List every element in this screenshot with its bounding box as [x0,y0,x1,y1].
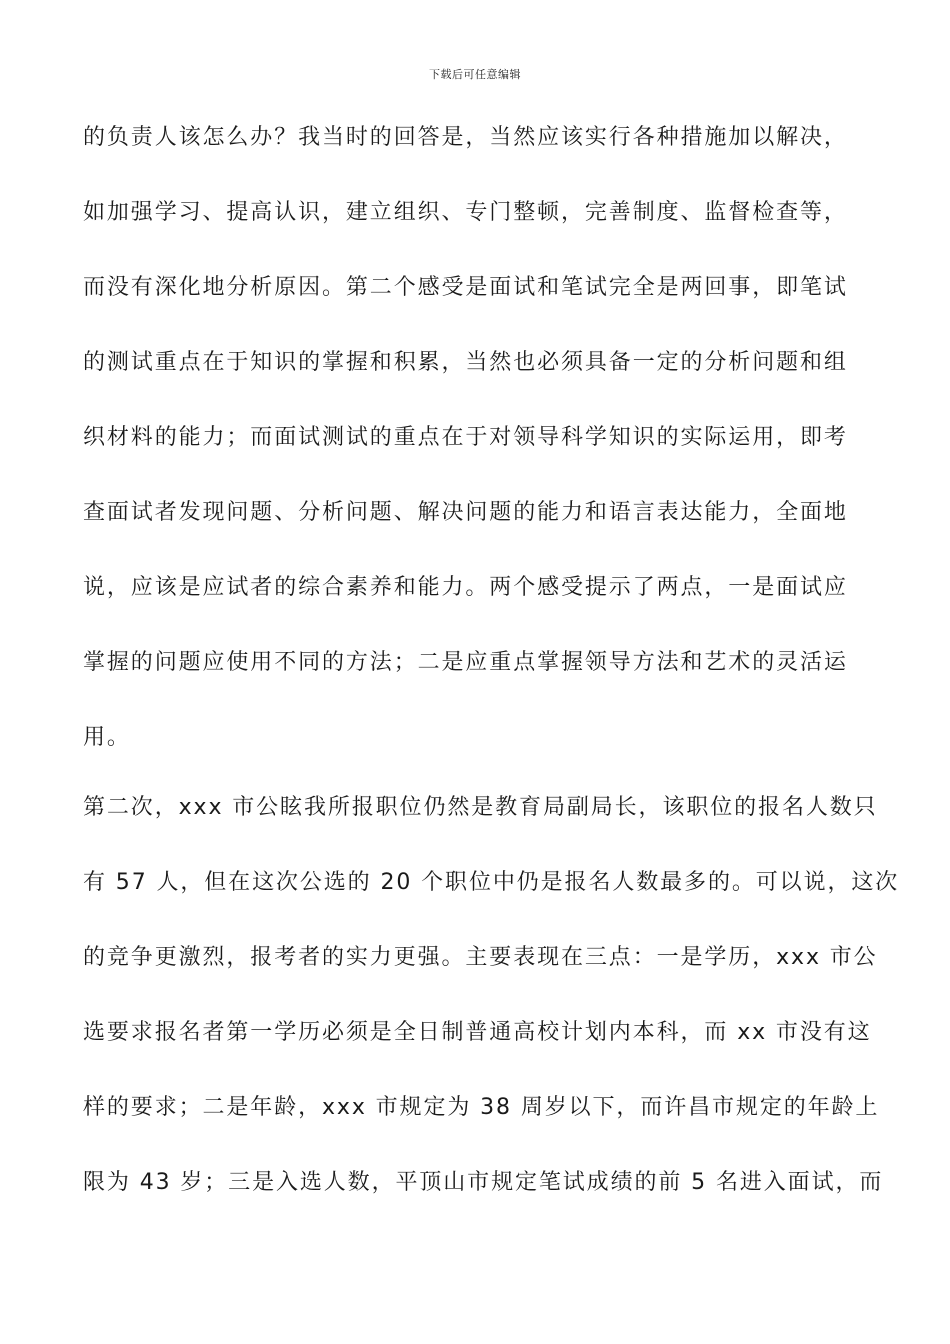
text-line: 的竞争更激烈，报考者的实力更强。主要表现在三点：一是学历，xxx 市公 [83,945,878,970]
text-line: 掌握的问题应使用不同的方法；二是应重点掌握领导方法和艺术的灵活运 [83,650,848,675]
paragraph-1 [83,100,873,775]
text-line: 有 57 人，但在这次公选的 20 个职位中仍是报名人数最多的。可以说，这次 [83,870,900,895]
text-line: 说，应该是应试者的综合素养和能力。两个感受提示了两点，一是面试应 [83,575,848,600]
page-header: 下载后可任意编辑 [429,68,521,81]
text-line: 织材料的能力；而面试测试的重点在于对领导科学知识的实际运用，即考 [83,425,848,450]
text-line: 用。 [83,725,131,750]
text-line: 而没有深化地分析原因。第二个感受是面试和笔试完全是两回事，即笔试 [83,275,848,300]
paragraph-2 [83,770,900,1220]
text-line: 样的要求；二是年龄，xxx 市规定为 38 周岁以下，而许昌市规定的年龄上 [83,1095,880,1120]
text-line: 查面试者发现问题、分析问题、解决问题的能力和语言表达能力，全面地 [83,500,848,525]
text-line: 第二次，xxx 市公眩我所报职位仍然是教育局副局长，该职位的报名人数只 [83,795,878,820]
text-line: 的负责人该怎么办？我当时的回答是，当然应该实行各种措施加以解决， [83,125,848,150]
text-line: 的测试重点在于知识的掌握和积累，当然也必须具备一定的分析问题和组 [83,350,848,375]
text-line: 如加强学习、提高认识，建立组织、专门整顿，完善制度、监督检查等， [83,200,848,225]
text-line: 选要求报名者第一学历必须是全日制普通高校计划内本科，而 xx 市没有这 [83,1020,872,1045]
text-line: 限为 43 岁；三是入选人数，平顶山市规定笔试成绩的前 5 名进入面试，而 [83,1170,884,1195]
